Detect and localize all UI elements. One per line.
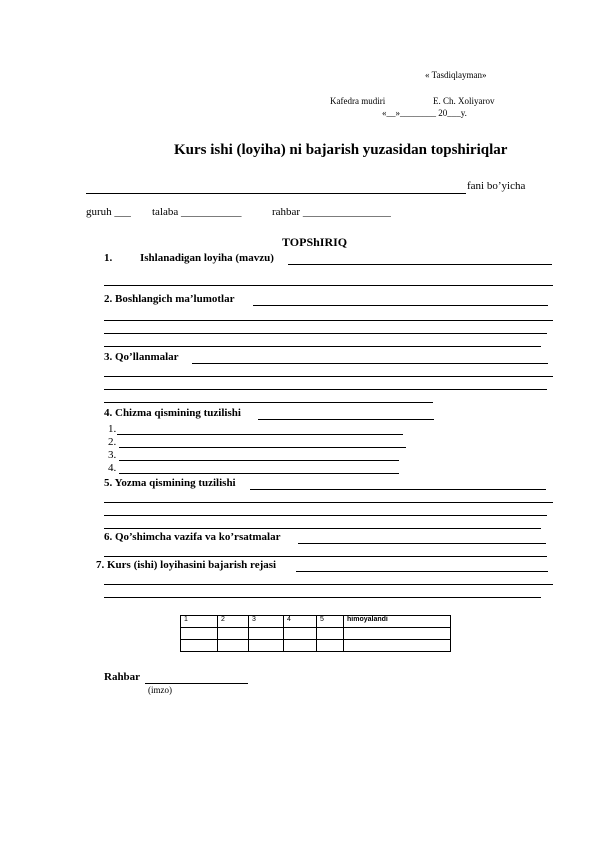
item-3-blank-3 <box>104 389 547 390</box>
supervisor-field: rahbar ________________ <box>272 206 391 218</box>
student-field: talaba ___________ <box>152 206 242 218</box>
item-6-blank <box>298 543 546 544</box>
item-2-blank <box>253 305 548 306</box>
item-4-label: 4. Chizma qismining tuzilishi <box>104 407 241 419</box>
schedule-table <box>180 615 451 652</box>
table-header-cell: 3 <box>249 616 284 628</box>
item-3-label: 3. Qo’llanmalar <box>104 351 179 363</box>
item-4-sub-3-blank <box>119 460 399 461</box>
table-header-cell: 4 <box>284 616 317 628</box>
table-header-cell: 2 <box>218 616 249 628</box>
group-field: guruh ___ <box>86 206 131 218</box>
table-row <box>181 616 451 628</box>
table-row <box>181 640 451 652</box>
signature-blank <box>145 683 248 684</box>
item-1-blank <box>288 264 552 265</box>
item-4-sub-2: 2. <box>108 436 117 448</box>
table-cell <box>284 628 317 640</box>
table-row <box>181 628 451 640</box>
item-2-label: 2. Boshlangich ma’lumotlar <box>104 293 235 305</box>
head-of-department-label: Kafedra mudiri <box>330 96 386 106</box>
item-1-label: Ishlanadigan loyiha (mavzu) <box>140 252 274 264</box>
item-3-blank-2 <box>104 376 553 377</box>
item-5-blank-3 <box>104 515 547 516</box>
signature-caption: (imzo) <box>148 685 172 695</box>
table-cell <box>344 640 451 652</box>
item-5-blank-4 <box>104 528 541 529</box>
item-6-label: 6. Qo’shimcha vazifa va ko’rsatmalar <box>104 531 281 543</box>
item-5-blank-2 <box>104 502 553 503</box>
table-cell <box>249 628 284 640</box>
subject-suffix: fani bo’yicha <box>467 180 526 192</box>
item-6-blank-2 <box>104 556 547 557</box>
item-5-label: 5. Yozma qismining tuzilishi <box>104 477 236 489</box>
item-5-blank <box>250 489 546 490</box>
item-4-sub-4: 4. <box>108 462 117 474</box>
item-7-blank <box>296 571 548 572</box>
item-4-sub-1: 1. <box>108 423 117 435</box>
item-7-blank-2 <box>104 584 553 585</box>
signature-label: Rahbar <box>104 671 141 683</box>
table-header-cell: himoyalandi <box>344 616 451 628</box>
item-7-blank-3 <box>104 597 541 598</box>
table-cell <box>249 640 284 652</box>
table-cell <box>284 640 317 652</box>
head-of-department-name: E. Ch. Xoliyarov <box>433 96 495 106</box>
item-1-number: 1. <box>104 252 113 264</box>
item-4-sub-3: 3. <box>108 449 117 461</box>
page-title: Kurs ishi (loyiha) ni bajarish yuzasidan topshiriqlar <box>174 142 508 158</box>
item-4-sub-1-blank <box>117 434 403 435</box>
item-1-blank-2 <box>104 285 553 286</box>
table-cell <box>181 628 218 640</box>
item-2-blank-4 <box>104 346 541 347</box>
table-header-cell: 5 <box>317 616 344 628</box>
table-cell <box>218 628 249 640</box>
table-cell <box>344 628 451 640</box>
section-heading: TOPShIRIQ <box>282 235 348 249</box>
item-4-sub-2-blank <box>119 447 406 448</box>
table-header-cell: 1 <box>181 616 218 628</box>
item-3-blank-4 <box>104 402 433 403</box>
item-7-label: 7. Kurs (ishi) loyihasini bajarish rejasi <box>96 559 277 571</box>
table-cell <box>181 640 218 652</box>
item-2-blank-3 <box>104 333 547 334</box>
item-4-blank <box>258 419 434 420</box>
approval-date-line: «__»________ 20___y. <box>382 108 467 118</box>
approval-heading: « Tasdiqlayman» <box>425 70 487 80</box>
subject-blank-line <box>86 193 466 194</box>
table-cell <box>317 628 344 640</box>
table-cell <box>317 640 344 652</box>
item-2-blank-2 <box>104 320 553 321</box>
table-cell <box>218 640 249 652</box>
item-4-sub-4-blank <box>119 473 399 474</box>
item-3-blank <box>192 363 548 364</box>
